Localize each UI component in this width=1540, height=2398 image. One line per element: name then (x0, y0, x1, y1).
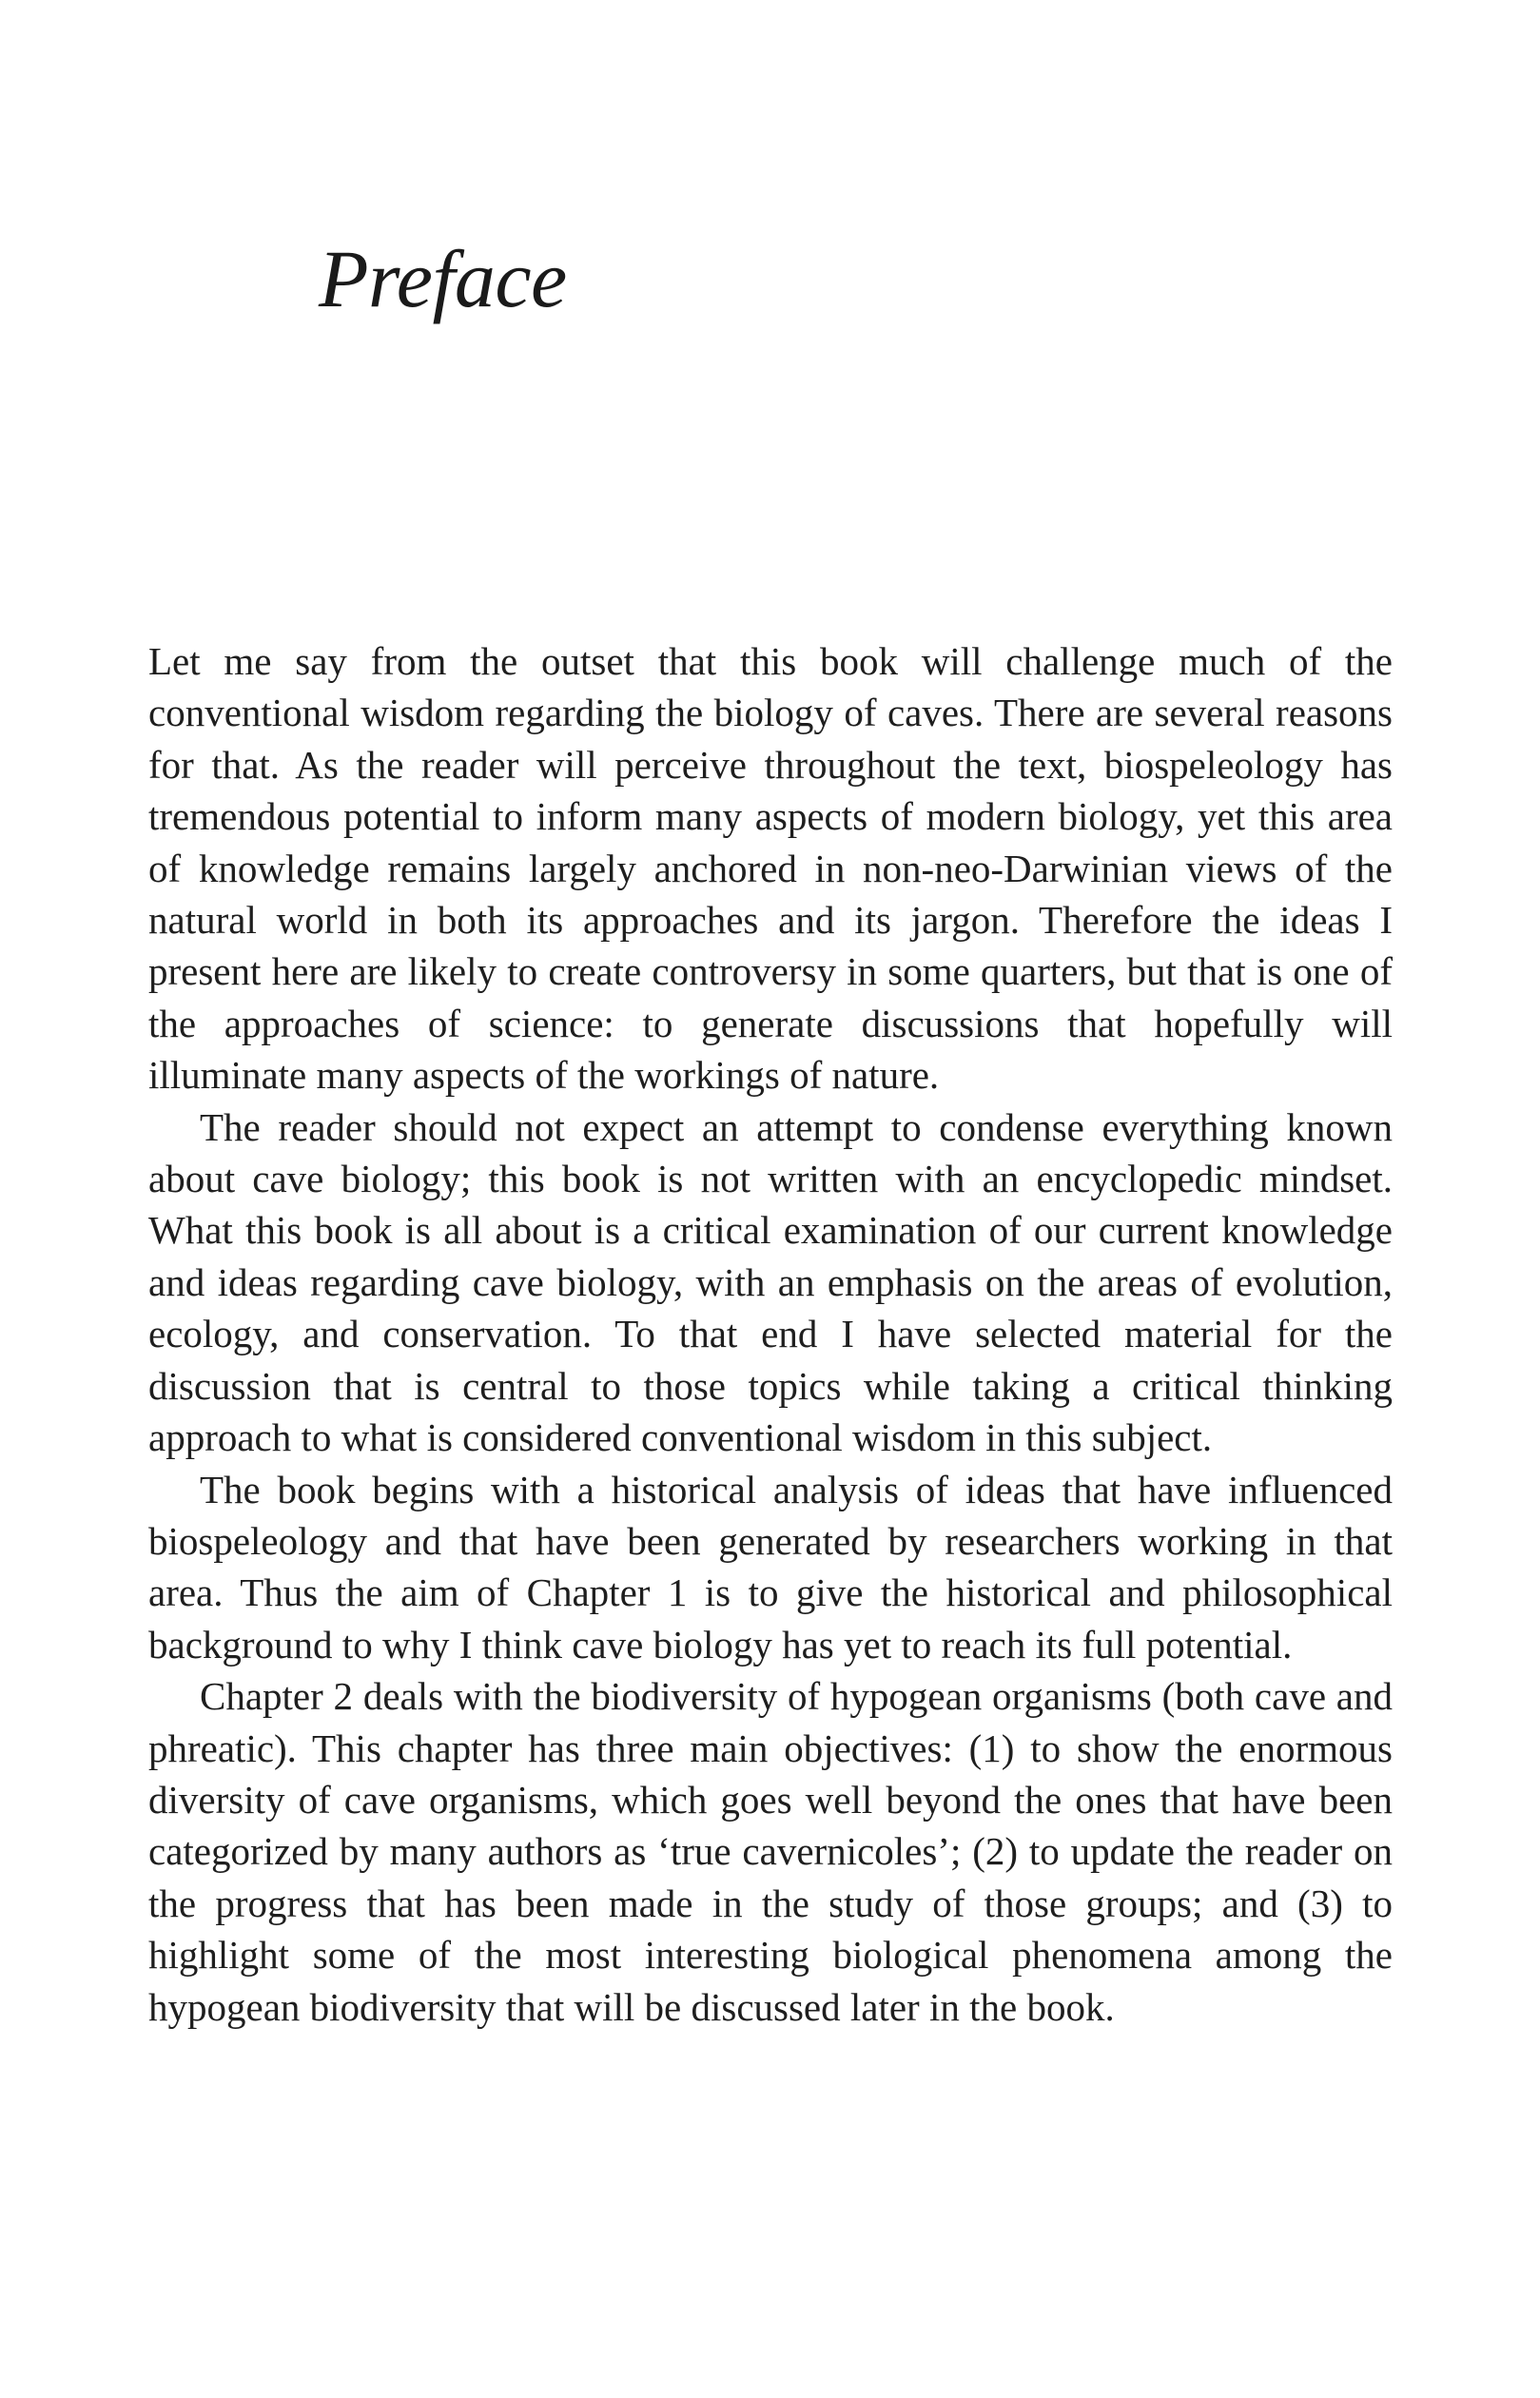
paragraph-scope: The reader should not expect an attempt to condense everything known about cave biology; this book is not written with an encyclopedic mindset. What this book is all about is a critical examination of our current knowledge and ideas regarding cave biology, with an emphasis on the areas of evolution, ecology, and conservation. To that end I have selected material for the discussion that is central to those topics while taking a critical thinking approach to what is considered conventional wisdom in this subject. (148, 1104, 1393, 1460)
paragraph-chapter-2: Chapter 2 deals with the biodiversity of hypogean organisms (both cave and phreatic). This chapter has three main objectives: (1) to show the enormous diversity of cave organisms, which goes well beyond the ones that have been categorized by many authors as ‘true cavernicoles’; (2) to update the reader on the progress that has been made in the study of those groups; and (3) to highlight some of the most interesting biological phenomena among the hypogean biodiversity that will be discussed later in the book. (148, 1674, 1393, 2029)
paragraph-chapter-1: The book begins with a historical analysis of ideas that have influenced biospeleology and that have been generated by researchers working in that area. Thus the aim of Chapter 1 is to give the historical and philosophical background to why I think cave biology has yet to reach its full potential. (148, 1467, 1393, 1667)
paragraph-intro: Let me say from the outset that this book will challenge much of the conventional wisdom regarding the biology of caves. There are several reasons for that. As the reader will perceive throughout the text, biospeleology has tremendous potential to inform many aspects of modern biology, yet this area of knowledge remains largely anchored in non-neo-Darwinian views of the natural world in both its approaches and its jargon. Therefore the ideas I present here are likely to create controversy in some quarters, but that is one of the approaches of science: to generate discussions that hopefully will illuminate many aspects of the workings of nature. (148, 639, 1393, 1098)
preface-body (148, 635, 1393, 2033)
page-title: Preface (319, 233, 567, 324)
